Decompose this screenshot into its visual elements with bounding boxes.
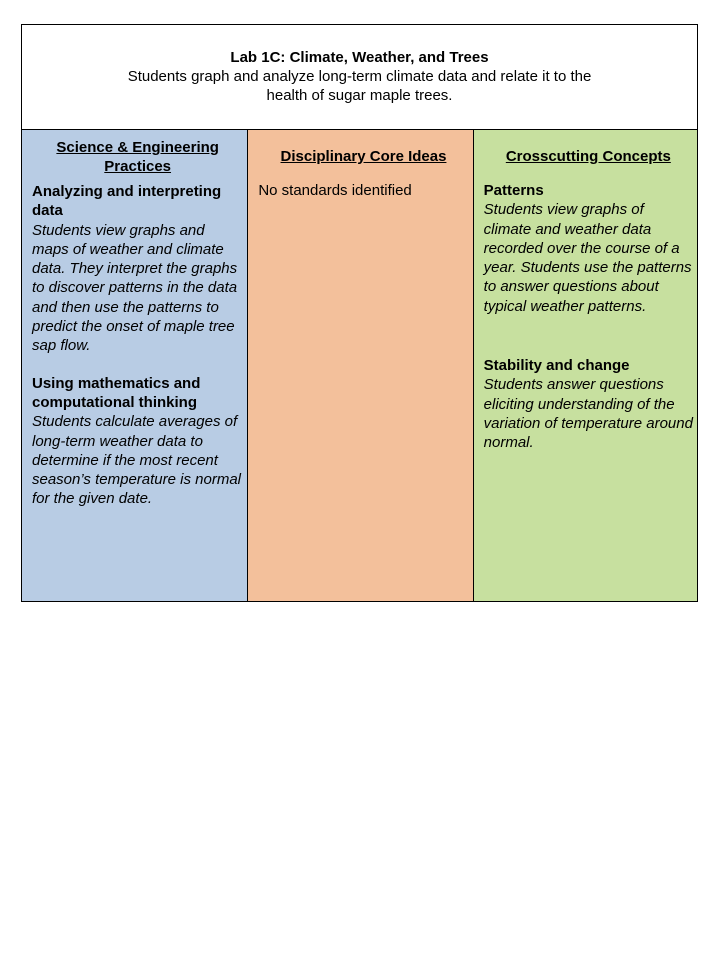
column-heading: Crosscutting Concepts <box>505 148 671 165</box>
column-text: No standards identified <box>258 182 412 199</box>
entry-title: Using mathematics and computational thinking <box>32 374 201 411</box>
column-heading: Science & Engineering Practices <box>56 139 219 175</box>
entry-body: Students calculate averages of long-term weather data to determine if the most recent season’s temperature is normal for the given date. <box>32 413 241 508</box>
entry-title: Patterns <box>483 182 544 199</box>
table-header-cell <box>22 25 697 130</box>
standards-table <box>21 24 698 602</box>
standards-columns <box>22 130 697 601</box>
column-heading: Disciplinary Core Ideas <box>280 148 447 165</box>
lab-title: Lab 1C: Climate, Weather, and Trees <box>230 49 489 66</box>
entry-body: Students answer questions eliciting understanding of the variation of temperature around normal. <box>483 376 693 452</box>
column-crosscutting-concepts <box>473 130 697 601</box>
entry-body: Students view graphs of climate and weather data recorded over the course of a year. Students use the patterns to answer questions about typical weather patterns. <box>483 201 692 315</box>
column-science-engineering-practices <box>22 130 247 601</box>
column-disciplinary-core-ideas <box>247 130 472 601</box>
lab-subtitle: Students graph and analyze long-term climate data and relate it to the health of sugar maple trees. <box>127 68 592 104</box>
entry-body: Students view graphs and maps of weather and climate data. They interpret the graphs to discover patterns in the data and then use the patterns to predict the onset of maple tree sap flow. <box>32 221 238 355</box>
entry-title: Analyzing and interpreting data <box>32 183 222 220</box>
entry-title: Stability and change <box>483 357 630 375</box>
